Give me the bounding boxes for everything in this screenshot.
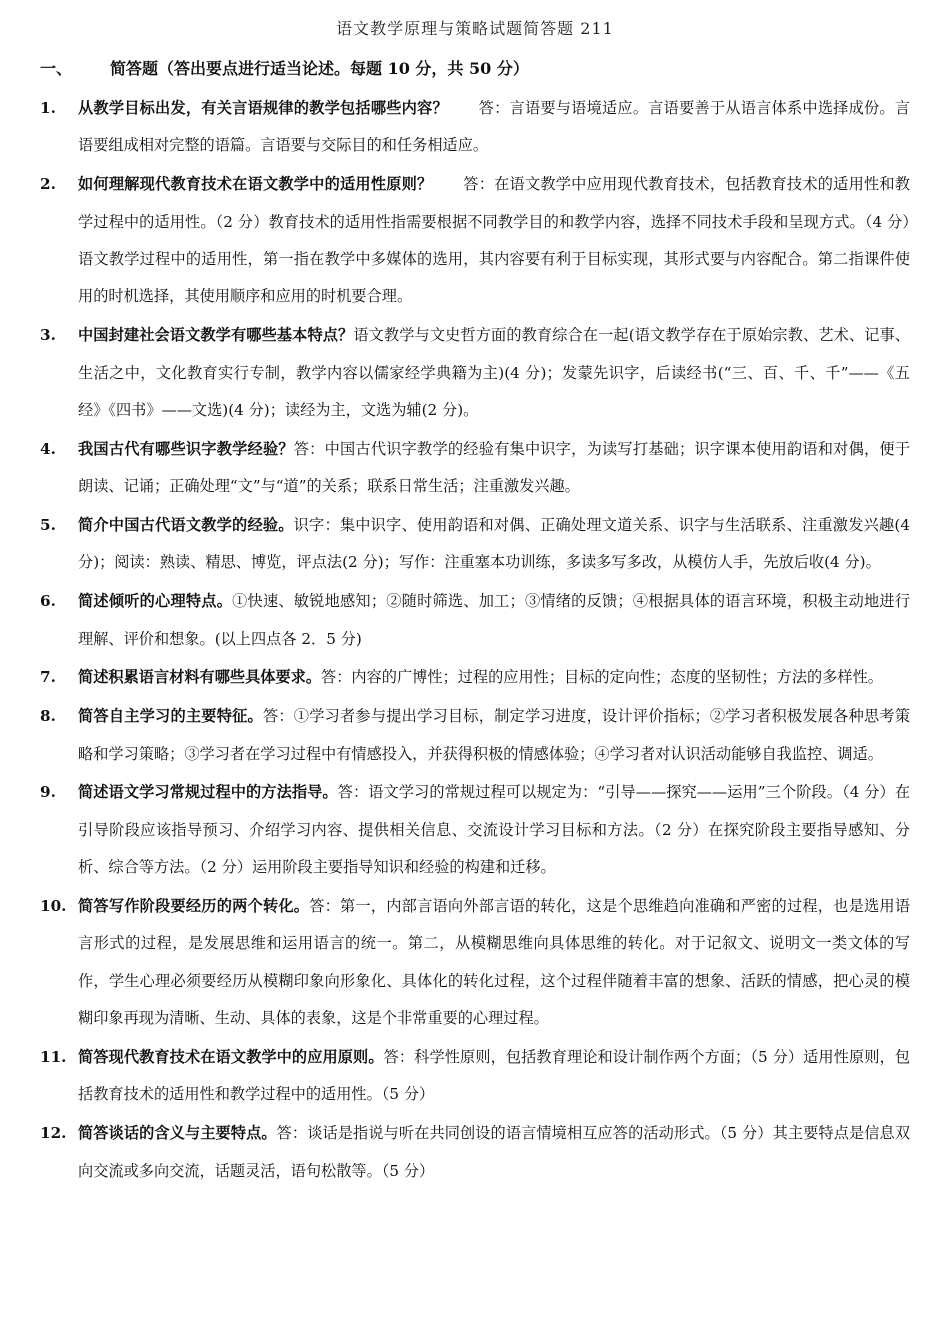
question-item-8 [40,698,910,773]
question-number: 2. [40,175,56,194]
question-item-11 [40,1039,910,1114]
answer-text: 答：谈话是指说与听在共同创设的语言情境相互应答的活动形式。（5 分）其主要特点是信息双向交流或多向交流，话题灵活，语句松散等。（5 分） [78,1124,911,1180]
question-number: 4. [40,439,56,458]
answer-text: 识字：集中识字、使用韵语和对偶、正确处理文道关系、识字与生活联系、注重激发兴趣(4 分)；阅读：熟读、精思、博览，评点法(2 分)；写作：注重塞本功训练，多读多写多改，从模仿人手，先放后收(4 分)。 [78,516,910,572]
question-item-9 [40,774,910,886]
question-text: 简答谈话的含义与主要特点。 [78,1124,277,1143]
question-text: 简述积累语言材料有哪些具体要求。 [78,668,321,687]
answer-text: 答：语文学习的常规过程可以规定为：“引导——探究——运用”三个阶段。（4 分）在引导阶段应该指导预习、介绍学习内容、提供相关信息、交流设计学习目标和方法。（2 分）在探究阶段主要指导感知、分析、综合等方法。（2 分）运用阶段主要指导知识和经验的构建和迁移。 [78,783,911,877]
question-item-7 [40,659,910,696]
section-heading-text: 简答题（答出要点进行适当论述。每题 10 分，共 50 分） [110,59,529,78]
question-number: 11. [40,1048,67,1067]
page-title: 语文教学原理与策略试题简答题 211 [336,19,614,38]
question-text: 我国古代有哪些识字教学经验？ [78,439,294,458]
section-number: 一、 [40,59,73,78]
question-text: 如何理解现代教育技术在语文教学中的适用性原则？ [78,175,433,194]
answer-text: 答：第一，内部言语向外部言语的转化，这是个思维趋向准确和严密的过程，也是选用语言形式的过程，是发展思维和运用语言的统一。第二，从模糊思维向具体思维的转化。对于记叙文、说明文一类文体的写作，学生心理必须要经历从模糊印象向形象化、具体化的转化过程，这个过程伴随着丰富的想象、活跃的情感，把心灵的模糊印象再现为清晰、生动、具体的表象，这是个非常重要的心理过程。 [78,897,911,1028]
answer-text: ①快速、敏锐地感知；②随时筛选、加工；③情绪的反馈；④根据具体的语言环境，积极主动地进行理解、评价和想象。(以上四点各 2．5 分) [78,592,911,648]
question-item-12 [40,1115,910,1190]
question-number: 8. [40,707,56,726]
question-item-4 [40,431,910,506]
question-item-10 [40,888,910,1038]
question-number: 3. [40,326,56,345]
question-item-2 [40,166,910,316]
question-text: 简答自主学习的主要特征。 [78,707,263,726]
question-text: 简述倾听的心理特点。 [78,592,233,611]
answer-text: 答：科学性原则，包括教育理论和设计制作两个方面；（5 分）适用性原则，包括教育技术的适用性和教学过程中的适用性。（5 分） [78,1048,911,1104]
question-number: 12. [40,1124,67,1143]
question-text: 从教学目标出发，有关言语规律的教学包括哪些内容？ [78,99,448,117]
question-text: 简述语文学习常规过程中的方法指导。 [78,783,338,802]
answer-text: 答：①学习者参与提出学习目标，制定学习进度，设计评价指标；②学习者积极发展各种思考策略和学习策略；③学习者在学习过程中有情感投入，并获得积极的情感体验；④学习者对认识活动能够自我监控、调适。 [78,707,911,763]
question-text: 简答现代教育技术在语文教学中的应用原则。 [78,1048,384,1067]
section-heading [40,56,529,79]
answer-text: 答：内容的广博性；过程的应用性；目标的定向性；态度的坚韧性；方法的多样性。 [321,668,883,687]
question-item-6 [40,583,910,658]
question-text: 简介中国古代语文教学的经验。 [78,516,294,535]
question-text: 中国封建社会语文教学有哪些基本特点？ [78,326,354,345]
question-number: 10. [40,897,67,916]
answer-text: 答：在语文教学中应用现代教育技术，包括教育技术的适用性和教学过程中的适用性。（2 分）教育技术的适用性指需要根据不同教学目的和教学内容，选择不同技术手段和呈现方式。（4 分）语文教学过程中的适用性，第一指在教学中多媒体的选用，其内容要有利于目标实现，其形式要与内容配合。第二指课件使用的时机选择，其使用顺序和应用的时机要合理。 [78,175,911,306]
question-number: 5. [40,516,56,535]
question-number: 9. [40,783,56,802]
question-number: 6. [40,592,56,611]
answer-text: 答：言语要与语境适应。言语要善于从语言体系中选择成份。言语要组成相对完整的语篇。言语要与交际目的和任务相适应。 [78,99,911,155]
answer-text: 语文教学与文史哲方面的教育综合在一起(语文教学存在于原始宗教、艺术、记事、生活之中，文化教育实行专制，教学内容以儒家经学典籍为主)(4 分)；发蒙先识字，后读经书(“三、百、千、千”——《五经》《四书》——文选)(4 分)；读经为主，文选为辅(2 分)。 [78,326,910,420]
question-text: 简答写作阶段要经历的两个转化。 [78,897,310,916]
question-number: 7. [40,668,56,687]
question-list [40,90,910,1191]
question-item-5 [40,507,910,582]
question-item-1 [40,90,910,165]
answer-text: 答：中国古代识字教学的经验有集中识字，为读写打基础；识字课本使用韵语和对偶，便于朗读、记诵；正确处理“文”与“道”的关系；联系日常生活；注重激发兴趣。 [78,439,911,496]
question-number: 1. [40,99,56,117]
question-item-3 [40,317,910,429]
